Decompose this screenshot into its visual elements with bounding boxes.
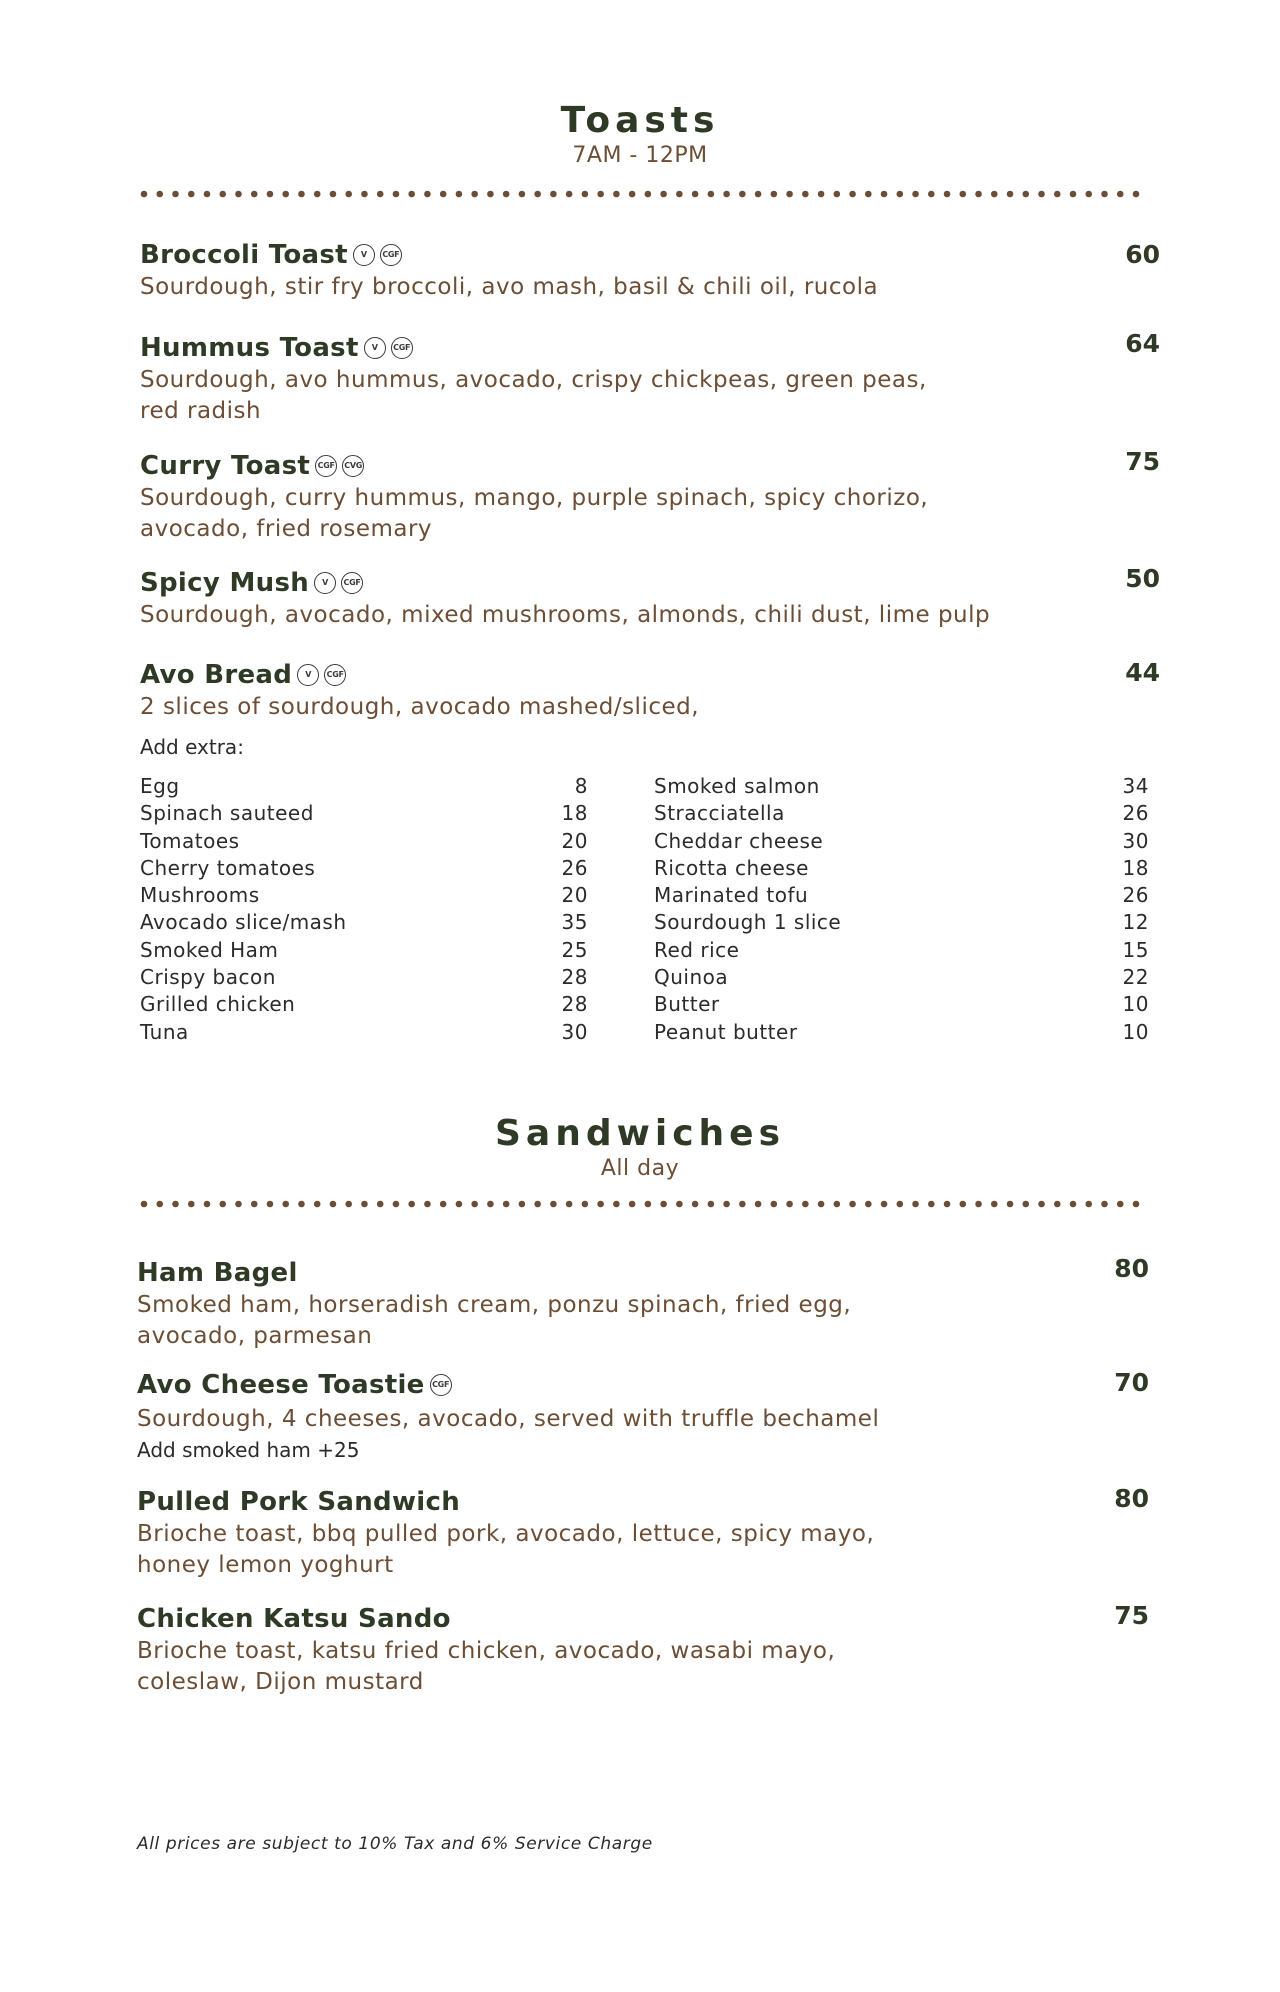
item-price: 64: [1125, 329, 1160, 358]
gluten-free-badge-icon: CGF: [324, 664, 346, 686]
divider-dot: [739, 1201, 746, 1208]
divider-dot: [613, 191, 620, 198]
item-description-line2: coleslaw, Dijon mustard: [137, 1669, 424, 1695]
divider-dot: [723, 191, 730, 198]
divider-dot: [393, 1201, 400, 1208]
divider-dot: [1133, 1201, 1140, 1208]
item-name: Spicy Mush: [140, 568, 310, 598]
divider-dot: [251, 191, 258, 198]
divider-dot: [1085, 191, 1092, 198]
extra-row: Sourdough 1 slice 12: [654, 910, 1149, 935]
item-price: 80: [1114, 1254, 1149, 1283]
divider-dot: [1101, 191, 1108, 198]
menu-item-avo-bread: [140, 659, 1160, 722]
divider-dot: [1054, 191, 1061, 198]
divider-dot: [566, 191, 573, 198]
extras-right-column: [654, 773, 1149, 1046]
divider-dot: [503, 1201, 510, 1208]
extra-row: Butter 10: [654, 992, 1149, 1017]
divider-dot: [156, 191, 163, 198]
divider-dot: [235, 1201, 242, 1208]
item-description-line2: honey lemon yoghurt: [137, 1552, 394, 1578]
divider-dot: [818, 191, 825, 198]
divider-dot: [566, 1201, 573, 1208]
divider-dot: [897, 191, 904, 198]
menu-item-spicy-mush: [140, 564, 1160, 630]
divider-dot: [912, 191, 919, 198]
divider-dot: [786, 1201, 793, 1208]
divider-dot: [314, 191, 321, 198]
divider-dot: [456, 1201, 463, 1208]
divider-dot: [1022, 191, 1029, 198]
sandwiches-hours: All day: [600, 1156, 680, 1181]
divider-dot: [660, 1201, 667, 1208]
divider-dot: [550, 191, 557, 198]
extra-row: Stracciatella 26: [654, 801, 1149, 826]
item-description: Sourdough, 4 cheeses, avocado, served with truffle bechamel: [137, 1406, 880, 1432]
extra-row: Tuna 30: [140, 1019, 588, 1044]
extra-row: Spinach sauteed 18: [140, 801, 588, 826]
divider-dot: [755, 1201, 762, 1208]
divider-dot: [834, 1201, 841, 1208]
divider-dot: [928, 1201, 935, 1208]
item-name: Curry Toast: [140, 451, 311, 481]
divider-dot: [676, 1201, 683, 1208]
divider-dot: [251, 1201, 258, 1208]
menu-item-broccoli-toast: [140, 239, 1160, 302]
extra-row: Tomatoes 20: [140, 828, 588, 853]
divider-dot: [582, 191, 589, 198]
divider-dot: [959, 191, 966, 198]
divider-dot: [975, 1201, 982, 1208]
item-description: Sourdough, curry hummus, mango, purple spinach, spicy chorizo,: [140, 485, 929, 511]
divider-dot: [1117, 1201, 1124, 1208]
item-description: Brioche toast, bbq pulled pork, avocado, lettuce, spicy mayo,: [137, 1521, 875, 1547]
item-price: 60: [1125, 240, 1160, 269]
divider-dot: [597, 1201, 604, 1208]
divider-dot: [692, 191, 699, 198]
divider-dot: [818, 1201, 825, 1208]
item-description: Sourdough, stir fry broccoli, avo mash, basil & chili oil, rucola: [140, 274, 879, 300]
divider-dot: [282, 191, 289, 198]
divider-dot: [361, 191, 368, 198]
divider-dot: [629, 1201, 636, 1208]
divider-dot: [156, 1201, 163, 1208]
divider-dot: [613, 1201, 620, 1208]
extra-row: Marinated tofu 26: [654, 883, 1149, 908]
tax-service-charge-note: All prices are subject to 10% Tax and 6% Service Charge: [137, 1834, 653, 1854]
divider-dot: [708, 1201, 715, 1208]
divider-dot: [172, 191, 179, 198]
divider-dot: [519, 1201, 526, 1208]
divider-dot: [786, 191, 793, 198]
toasts-title: Toasts: [560, 100, 720, 141]
divider-dot: [692, 1201, 699, 1208]
extras-left-column: [140, 773, 588, 1046]
menu-item-curry-toast: [140, 447, 1160, 544]
divider-dot: [1133, 191, 1140, 198]
item-description-line2: avocado, parmesan: [137, 1323, 373, 1349]
item-name: Chicken Katsu Sando: [137, 1604, 451, 1634]
item-description-line2: avocado, fried rosemary: [140, 516, 433, 542]
vegetarian-badge-icon: V: [297, 664, 319, 686]
divider-dot: [172, 1201, 179, 1208]
divider-dot: [361, 1201, 368, 1208]
divider-dot: [928, 191, 935, 198]
item-price: 70: [1114, 1368, 1149, 1397]
divider-dot: [660, 191, 667, 198]
divider-dot: [582, 1201, 589, 1208]
item-name: Hummus Toast: [140, 333, 359, 363]
divider-dot: [771, 1201, 778, 1208]
extra-row: Avocado slice/mash 35: [140, 910, 588, 935]
gluten-free-badge-icon: CGF: [391, 337, 413, 359]
menu-item-avo-cheese-toastie: [137, 1369, 1149, 1464]
divider-dot: [440, 1201, 447, 1208]
toasts-hours: 7AM - 12PM: [572, 143, 708, 168]
extra-row: Cheddar cheese 30: [654, 828, 1149, 853]
divider-dot: [408, 191, 415, 198]
item-name: Pulled Pork Sandwich: [137, 1487, 461, 1517]
divider-dot: [865, 191, 872, 198]
divider-dot: [881, 1201, 888, 1208]
menu-item-ham-bagel: [137, 1254, 1149, 1351]
divider-dot: [267, 191, 274, 198]
divider-dot: [534, 191, 541, 198]
extra-row: Red rice 15: [654, 937, 1149, 962]
extra-row: Crispy bacon 28: [140, 965, 588, 990]
divider-dot: [944, 191, 951, 198]
extra-row: Grilled chicken 28: [140, 992, 588, 1017]
divider-dot: [424, 191, 431, 198]
divider-dot: [282, 1201, 289, 1208]
divider-dot: [597, 191, 604, 198]
add-extra-label: Add extra:: [140, 735, 244, 759]
item-name: Ham Bagel: [137, 1258, 298, 1288]
divider-dot: [708, 191, 715, 198]
divider-dot: [503, 191, 510, 198]
extra-row: Smoked Ham 25: [140, 937, 588, 962]
divider-dot: [645, 1201, 652, 1208]
divider-dot: [345, 1201, 352, 1208]
divider-dot: [676, 191, 683, 198]
item-description: Sourdough, avocado, mixed mushrooms, almonds, chili dust, lime pulp: [140, 602, 991, 628]
item-description: 2 slices of sourdough, avocado mashed/sliced,: [140, 694, 700, 720]
divider-dot: [897, 1201, 904, 1208]
divider-dot: [298, 191, 305, 198]
item-description: Brioche toast, katsu fried chicken, avocado, wasabi mayo,: [137, 1638, 836, 1664]
divider-dot: [377, 191, 384, 198]
extra-row: Cherry tomatoes 26: [140, 855, 588, 880]
sandwiches-header: [0, 1113, 1280, 1183]
divider-dot: [1007, 191, 1014, 198]
divider-dot: [204, 191, 211, 198]
divider-dot: [456, 191, 463, 198]
menu-item-hummus-toast: [140, 329, 1160, 426]
divider-dot: [471, 191, 478, 198]
divider-dot: [1038, 191, 1045, 198]
divider-dot: [1117, 191, 1124, 198]
divider-dot: [912, 1201, 919, 1208]
divider-dot: [314, 1201, 321, 1208]
divider-dot: [771, 191, 778, 198]
divider-dot: [849, 1201, 856, 1208]
divider-dot: [865, 1201, 872, 1208]
extra-row: Egg 8: [140, 774, 588, 798]
divider-dot: [188, 1201, 195, 1208]
extra-row: Mushrooms 20: [140, 883, 588, 908]
item-note: Add smoked ham +25: [137, 1438, 360, 1462]
menu-item-chicken-katsu-sando: [137, 1603, 1149, 1697]
divider-dot: [1070, 1201, 1077, 1208]
item-price: 50: [1125, 564, 1160, 593]
divider-dot: [345, 191, 352, 198]
gluten-free-badge-icon: CGF: [341, 572, 363, 594]
item-description: Smoked ham, horseradish cream, ponzu spinach, fried egg,: [137, 1292, 852, 1318]
vegetarian-badge-icon: V: [314, 572, 336, 594]
divider-dot: [377, 1201, 384, 1208]
divider-dot: [834, 191, 841, 198]
divider-dot: [755, 191, 762, 198]
divider-dot: [330, 191, 337, 198]
divider-dot: [1038, 1201, 1045, 1208]
divider-dot: [219, 1201, 226, 1208]
divider-dot: [944, 1201, 951, 1208]
divider-dot: [849, 191, 856, 198]
divider-dot: [1101, 1201, 1108, 1208]
divider-dot: [487, 1201, 494, 1208]
vegetarian-badge-icon: V: [364, 337, 386, 359]
item-name: Broccoli Toast: [140, 240, 348, 270]
vegan-badge-icon: CVG: [342, 455, 364, 477]
gluten-free-badge-icon: CGF: [380, 244, 402, 266]
sandwiches-dotted-divider: [140, 1200, 1140, 1208]
divider-dot: [534, 1201, 541, 1208]
menu-item-pulled-pork-sandwich: [137, 1486, 1149, 1580]
sandwiches-title: Sandwiches: [494, 1113, 786, 1154]
divider-dot: [235, 191, 242, 198]
item-price: 80: [1114, 1484, 1149, 1513]
divider-dot: [645, 191, 652, 198]
divider-dot: [188, 191, 195, 198]
divider-dot: [975, 191, 982, 198]
divider-dot: [408, 1201, 415, 1208]
divider-dot: [802, 191, 809, 198]
divider-dot: [1054, 1201, 1061, 1208]
divider-dot: [141, 1201, 148, 1208]
divider-dot: [881, 191, 888, 198]
divider-dot: [723, 1201, 730, 1208]
item-description-line2: red radish: [140, 398, 262, 424]
divider-dot: [739, 191, 746, 198]
divider-dot: [204, 1201, 211, 1208]
divider-dot: [219, 191, 226, 198]
divider-dot: [141, 191, 148, 198]
divider-dot: [424, 1201, 431, 1208]
extra-row: Peanut butter 10: [654, 1019, 1149, 1044]
divider-dot: [1007, 1201, 1014, 1208]
divider-dot: [991, 1201, 998, 1208]
divider-dot: [1022, 1201, 1029, 1208]
divider-dot: [629, 191, 636, 198]
item-description: Sourdough, avo hummus, avocado, crispy chickpeas, green peas,: [140, 367, 927, 393]
divider-dot: [519, 191, 526, 198]
toasts-header: [0, 100, 1280, 170]
vegetarian-badge-icon: V: [353, 244, 375, 266]
extra-row: Smoked salmon 34: [654, 774, 1149, 798]
gluten-free-badge-icon: CGF: [315, 455, 337, 477]
item-price: 75: [1114, 1601, 1149, 1630]
divider-dot: [1070, 191, 1077, 198]
divider-dot: [550, 1201, 557, 1208]
item-price: 75: [1125, 447, 1160, 476]
divider-dot: [802, 1201, 809, 1208]
divider-dot: [267, 1201, 274, 1208]
divider-dot: [991, 191, 998, 198]
gluten-free-badge-icon: CGF: [430, 1374, 452, 1396]
divider-dot: [959, 1201, 966, 1208]
divider-dot: [471, 1201, 478, 1208]
divider-dot: [440, 191, 447, 198]
extra-row: Quinoa 22: [654, 965, 1149, 990]
divider-dot: [487, 191, 494, 198]
divider-dot: [393, 191, 400, 198]
divider-dot: [298, 1201, 305, 1208]
item-name: Avo Bread: [140, 660, 293, 690]
item-name: Avo Cheese Toastie: [137, 1370, 425, 1400]
extra-row: Ricotta cheese 18: [654, 855, 1149, 880]
divider-dot: [1085, 1201, 1092, 1208]
toasts-dotted-divider: [140, 190, 1140, 198]
divider-dot: [330, 1201, 337, 1208]
item-price: 44: [1125, 658, 1160, 687]
